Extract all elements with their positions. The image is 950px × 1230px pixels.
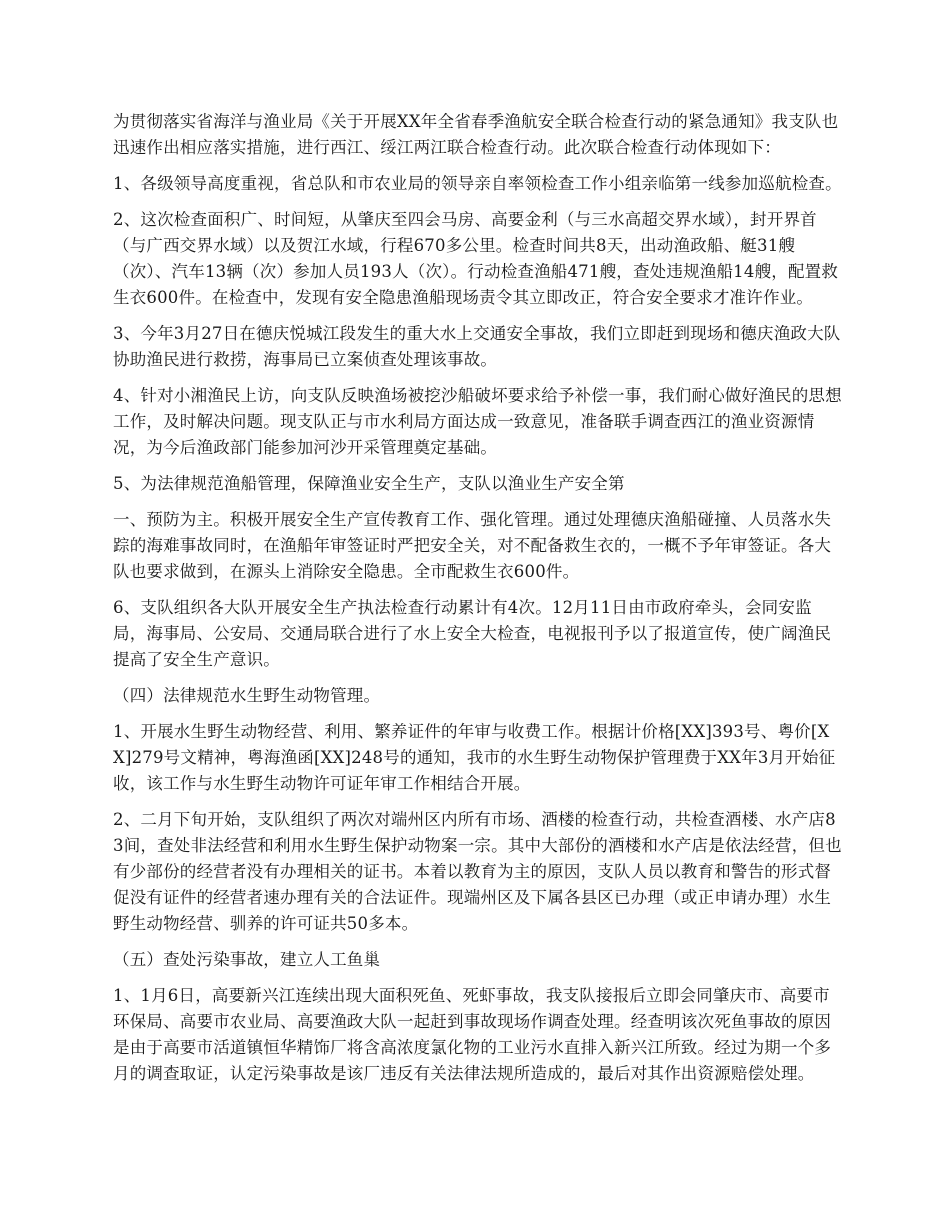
paragraph-item-3: 3、今年3月27日在德庆悦城江段发生的重大水上交通安全事故，我们立即赶到现场和德庆渔政大队协助渔民进行救捞，海事局已立案侦查处理该事故。 bbox=[113, 324, 841, 369]
paragraph-wildlife-2: 2、二月下旬开始，支队组织了两次对端州区内所有市场、酒楼的检查行动，共检查酒楼、水产店83间，查处非法经营和利用水生野生保护动物案一宗。其中大部份的酒楼和水产店是依法经营，但也有少部份的经营者没有办理相关的证书。本着以教育为主的原因，支队人员以教育和警告的形式督促没有证件的经营者速办理有关的合法证件。现端州区及下属各县区已办理（或正申请办理）水生野生动物经营、驯养的许可证共50多本。 bbox=[113, 810, 842, 933]
paragraph-item-1: 1、各级领导高度重视，省总队和市农业局的领导亲自率领检查工作小组亲临第一线参加巡航检查。 bbox=[113, 174, 842, 193]
paragraph-item-5: 5、为法律规范渔船管理，保障渔业安全生产，支队以渔业生产安全第 bbox=[113, 474, 625, 493]
paragraph-wildlife-1: 1、开展水生野生动物经营、利用、繁养证件的年审与收费工作。根据计价格[XX]393号、粤价[XX]279号文精神，粤海渔函[XX]248号的通知，我市的水生野生动物保护管理费于XX年3月开始征收，该工作与水生野生动物许可证年审工作相结合开展。 bbox=[113, 722, 836, 793]
intro-paragraph: 为贯彻落实省海洋与渔业局《关于开展XX年全省春季渔航安全联合检查行动的紧急通知》我支队也迅速作出相应落实措施，进行西江、绥江两江联合检查行动。此次联合检查行动体现如下： bbox=[113, 112, 839, 157]
section-heading-4: （四）法律规范水生野生动物管理。 bbox=[113, 686, 381, 705]
paragraph-pollution-1: 1、1月6日，高要新兴江连续出现大面积死鱼、死虾事故，我支队接报后立即会同肇庆市、高要市环保局、高要市农业局、高要渔政大队一起赶到事故现场作调查处理。经查明该次死鱼事故的原因是由于高要市活道镇恒华精饰厂将含高浓度氯化物的工业污水直排入新兴江所致。经过为期一个多月的调查取证，认定污染事故是该厂违反有关法律法规所造成的，最后对其作出资源赔偿处理。 bbox=[113, 986, 832, 1083]
paragraph-item-4: 4、针对小湘渔民上访，向支队反映渔场被挖沙船破坏要求给予补偿一事，我们耐心做好渔民的思想工作，及时解决问题。现支队正与市水利局方面达成一致意见，准备联手调查西江的渔业资源情况，为今后渔政部门能参加河沙开采管理奠定基础。 bbox=[113, 386, 842, 457]
document-body bbox=[113, 109, 843, 1097]
paragraph-item-6: 6、支队组织各大队开展安全生产执法检查行动累计有4次。12月11日由市政府牵头，会同安监局，海事局、公安局、交通局联合进行了水上安全大检查，电视报刊予以了报道宣传，使广阔渔民提高了安全生产意识。 bbox=[113, 598, 832, 669]
paragraph-item-5-continued: 一、预防为主。积极开展安全生产宣传教育工作、强化管理。通过处理德庆渔船碰撞、人员落水失踪的海难事故同时，在渔船年审签证时严把安全关，对不配备救生衣的，一概不予年审签证。各大队也要求做到，在源头上消除安全隐患。全市配救生衣600件。 bbox=[113, 510, 832, 581]
paragraph-item-2: 2、这次检查面积广、时间短，从肇庆至四会马房、高要金利（与三水高超交界水域），封开界首（与广西交界水域）以及贺江水域，行程670多公里。检查时间共8天，出动渔政船、艇31艘（次）、汽车13辆（次）参加人员193人（次）。行动检查渔船471艘，查处违规渔船14艘，配置救生衣600件。在检查中，发现有安全隐患渔船现场责令其立即改正，符合安全要求才准许作业。 bbox=[113, 210, 839, 307]
section-heading-5: （五）查处污染事故，建立人工鱼巢 bbox=[113, 950, 381, 969]
